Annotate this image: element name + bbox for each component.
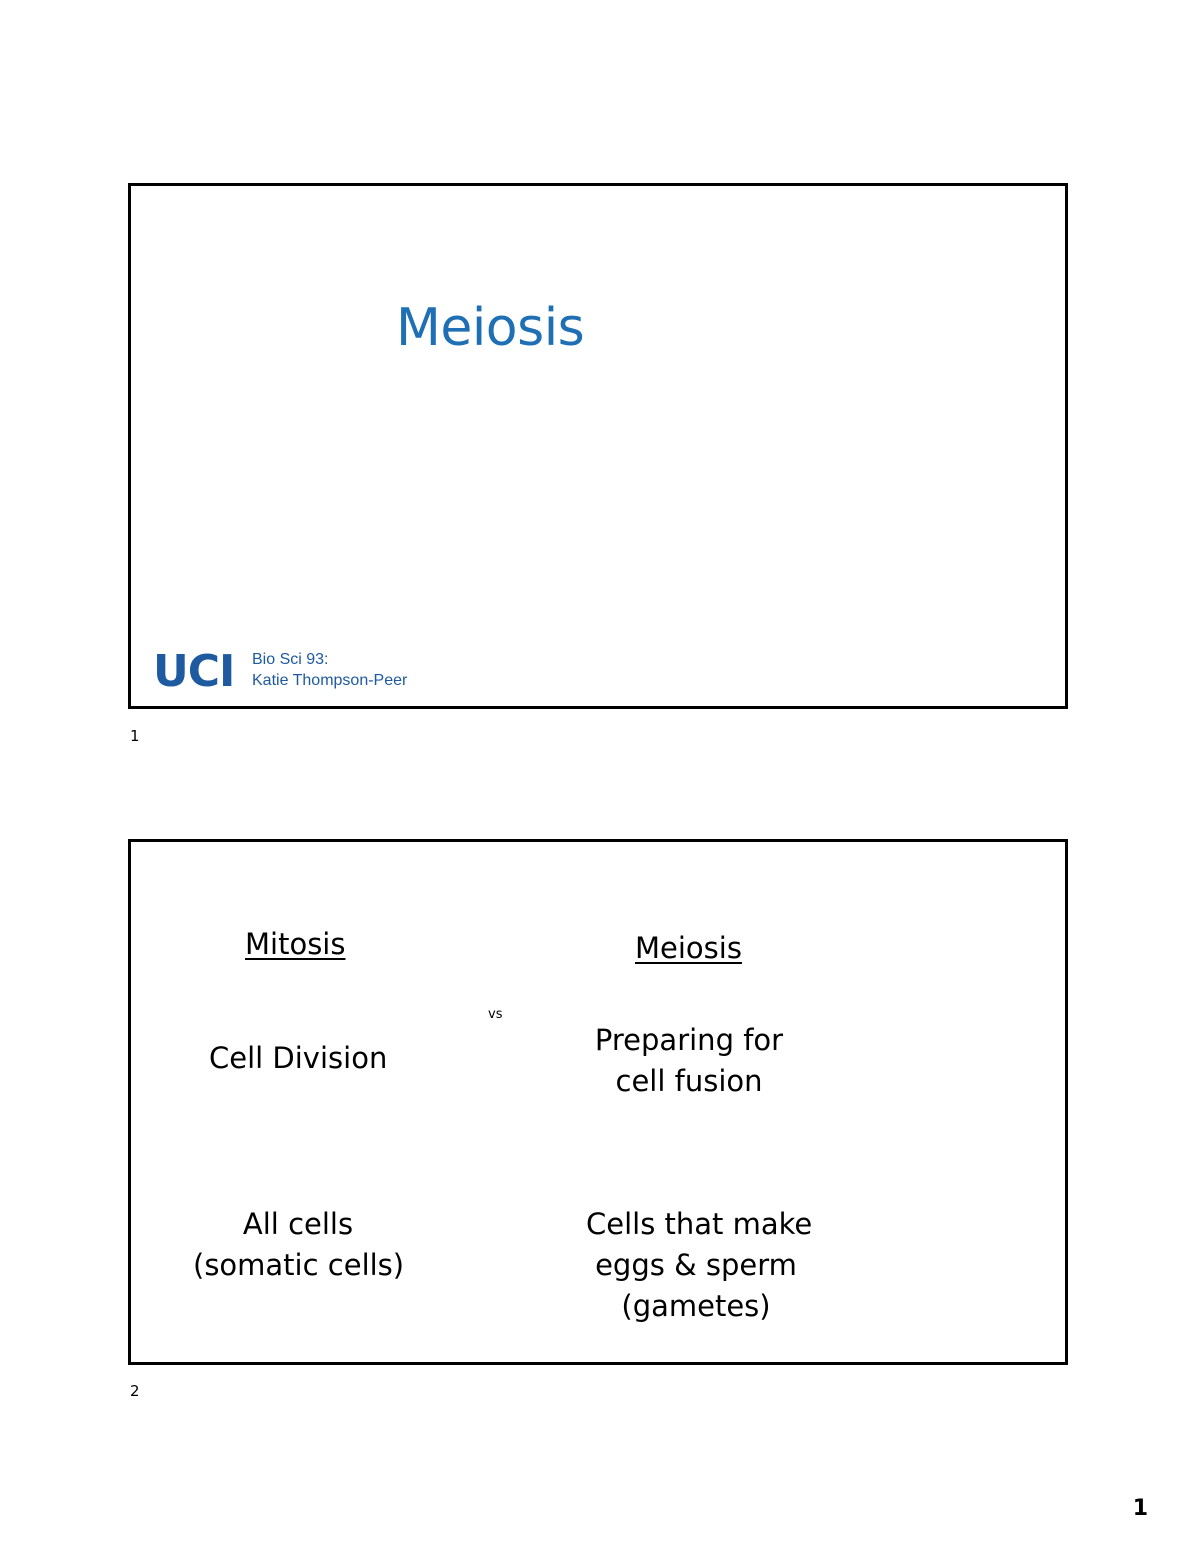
slide-number-1: 1 bbox=[130, 727, 140, 745]
course-info bbox=[252, 649, 407, 691]
mitosis-purpose: Cell Division bbox=[209, 1041, 388, 1075]
page-number: 1 bbox=[1132, 1496, 1148, 1521]
meiosis-heading: Meiosis bbox=[635, 931, 742, 965]
slide-2 bbox=[128, 839, 1068, 1365]
instructor-name: Katie Thompson-Peer bbox=[252, 672, 408, 689]
meiosis-cells-line: eggs & sperm bbox=[595, 1248, 797, 1282]
mitosis-cells-line: All cells bbox=[242, 1207, 354, 1241]
course-name: Bio Sci 93: bbox=[252, 651, 329, 668]
meiosis-cells-line: Cells that make bbox=[586, 1207, 813, 1241]
slide-1 bbox=[128, 183, 1068, 709]
uci-logo: UCI bbox=[153, 646, 235, 697]
slide-number-2: 2 bbox=[130, 1382, 140, 1400]
meiosis-cells-line: (gametes) bbox=[621, 1289, 771, 1323]
mitosis-cells bbox=[193, 1204, 403, 1286]
meiosis-purpose-line: Preparing for bbox=[594, 1023, 784, 1057]
mitosis-cells-line: (somatic cells) bbox=[193, 1248, 405, 1282]
vs-label: vs bbox=[488, 1007, 503, 1022]
meiosis-purpose bbox=[589, 1020, 789, 1102]
meiosis-purpose-line: cell fusion bbox=[615, 1064, 763, 1098]
meiosis-cells bbox=[586, 1204, 813, 1327]
mitosis-heading: Mitosis bbox=[245, 927, 346, 961]
slide-title: Meiosis bbox=[396, 298, 585, 358]
